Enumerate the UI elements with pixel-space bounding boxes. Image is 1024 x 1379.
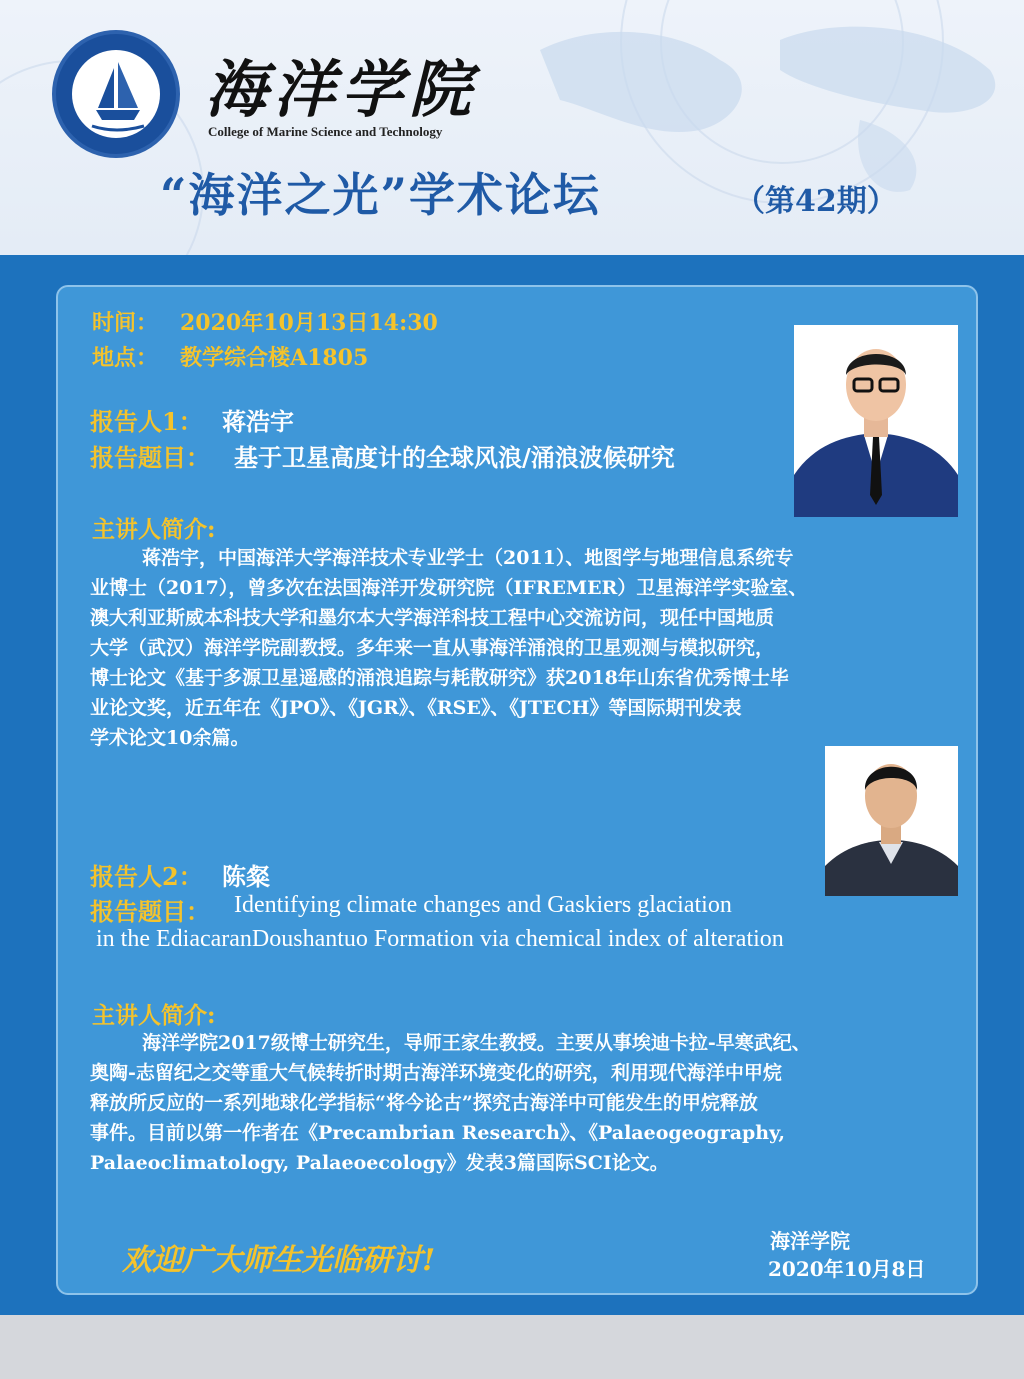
bio-line: 大学（武汉）海洋学院副教授。多年来一直从事海洋涌浪的卫星观测与模拟研究， (90, 637, 775, 659)
speaker1-topic-label: 报告题目： (90, 443, 210, 472)
speaker2-bio (90, 1028, 980, 1178)
welcome-message: 欢迎广大师生光临研讨! (122, 1243, 436, 1278)
ship-icon (56, 34, 176, 154)
place-label: 地点： (92, 345, 159, 371)
speaker1-bio-heading: 主讲人简介: (92, 516, 216, 543)
speaker1-portrait-icon (794, 325, 958, 517)
time-label: 时间： (92, 310, 159, 336)
bio-line: 事件。目前以第一作者在《Precambrian Research》、《Palaeogeography, (90, 1122, 785, 1144)
notice-date: 2020年10月8日 (768, 1257, 926, 1281)
forum-issue: （第42期） (735, 184, 897, 219)
speaker1-name: 蒋浩宇 (222, 407, 294, 436)
place-value: 教学综合楼A1805 (180, 345, 369, 371)
college-name-en: College of Marine Science and Technology (208, 124, 443, 139)
college-name-cn: 海洋学院 (205, 53, 478, 126)
forum-title: “海洋之光”学术论坛 (160, 168, 601, 222)
time-value: 2020年10月13日14:30 (180, 310, 438, 336)
speaker2-bio-heading: 主讲人简介: (92, 1002, 216, 1029)
speaker2-topic-line1: Identifying climate changes and Gaskiers glaciation (234, 892, 732, 918)
college-logo (52, 30, 180, 158)
bio-line: 奥陶-志留纪之交等重大气候转折时期古海洋环境变化的研究，利用现代海洋中甲烷 (90, 1062, 782, 1084)
organizer: 海洋学院 (770, 1229, 850, 1253)
bio-line: 博士论文《基于多源卫星遥感的涌浪追踪与耗散研究》获2018年山东省优秀博士毕 (90, 667, 789, 689)
bio-line: Palaeoclimatology, Palaeoecology》发表3篇国际SCI论文。 (90, 1152, 669, 1174)
bio-line: 海洋学院2017级博士研究生，导师王家生教授。主要从事埃迪卡拉-早寒武纪、 (142, 1032, 811, 1054)
speaker1-label: 报告人1： (90, 407, 203, 436)
bio-line: 释放所反应的一系列地球化学指标“将今论古”探究古海洋中可能发生的甲烷释放 (90, 1092, 758, 1114)
speaker2-label: 报告人2： (90, 862, 203, 891)
bottom-strip (0, 1315, 1024, 1379)
speaker2-topic-label: 报告题目： (90, 897, 210, 926)
speaker2-portrait-icon (825, 746, 958, 896)
bio-line: 蒋浩宇，中国海洋大学海洋技术专业学士（2011）、地图学与地理信息系统专 (142, 547, 794, 569)
bio-line: 业论文奖，近五年在《JPO》、《JGR》、《RSE》、《JTECH》等国际期刊发表 (90, 697, 742, 719)
speaker2-photo (825, 746, 958, 896)
bio-line: 澳大利亚斯威本科技大学和墨尔本大学海洋科技工程中心交流访问，现任中国地质 (90, 607, 775, 629)
speaker1-bio (90, 543, 970, 753)
speaker1-photo (794, 325, 958, 517)
header-banner (0, 0, 1024, 255)
speaker2-name: 陈粲 (222, 862, 270, 891)
bio-line: 业博士（2017），曾多次在法国海洋开发研究院（IFREMER）卫星海洋学实验室、 (90, 577, 808, 599)
speaker1-topic: 基于卫星高度计的全球风浪/涌浪波候研究 (234, 443, 675, 472)
speaker2-topic-line2: in the EdiacaranDoushantuo Formation via chemical index of alteration (96, 926, 784, 952)
bio-line: 学术论文10余篇。 (90, 727, 250, 749)
